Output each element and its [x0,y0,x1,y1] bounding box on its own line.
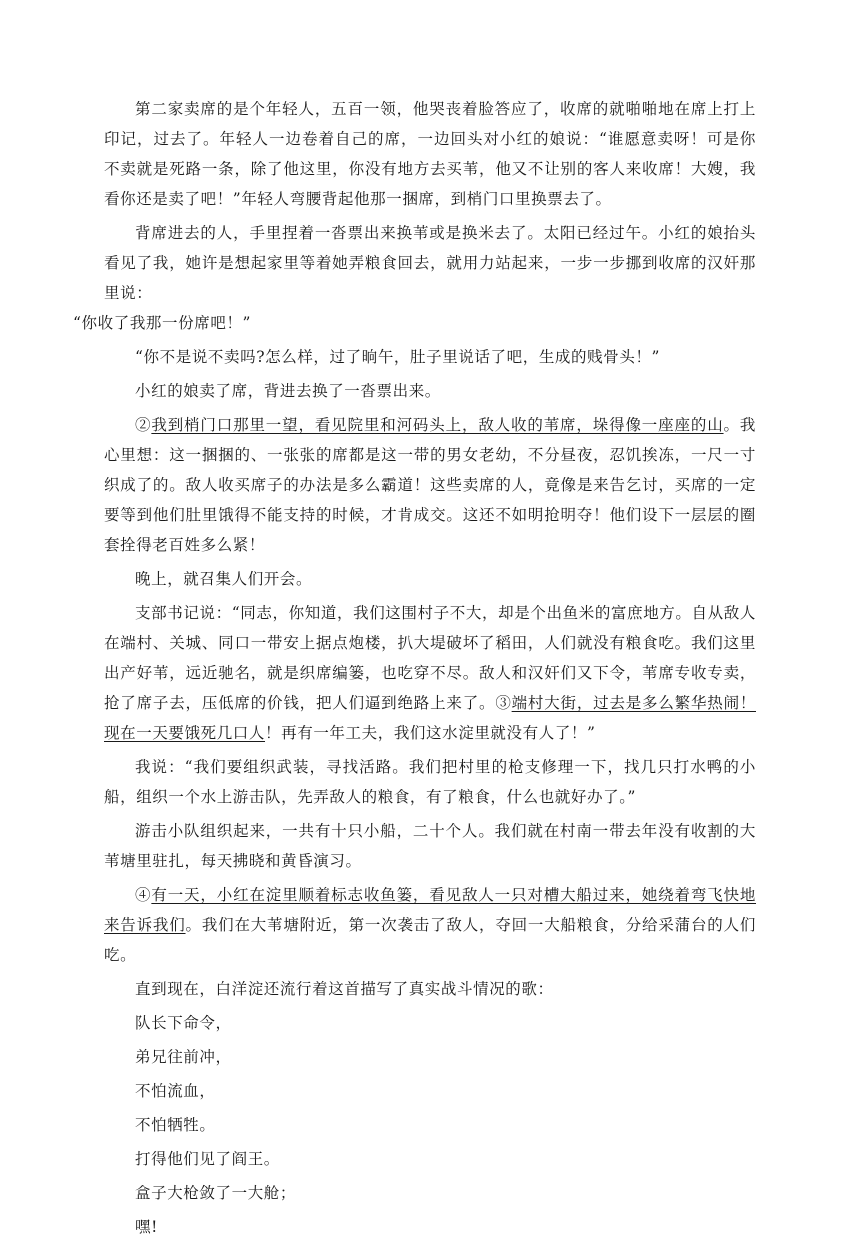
paragraph-7 [104,598,756,748]
song-line: 嘿! [135,1218,158,1236]
paragraph-7-rest: ！再有一年工夫，我们这水淀里就没有人了！” [265,724,596,742]
song-line: 不怕流血， [135,1082,216,1100]
sentence-marker-4: ④ [135,886,152,904]
paragraph-10 [104,880,756,970]
paragraph-10-rest: 。我们在大苇塘附近，第一次袭击了敌人，夺回一大船粮食，分给采蒲台的人们吃。 [104,916,756,964]
paragraph-2-quote: “你收了我那一份席吧！” [73,314,252,332]
song-line: 打得他们见了阎王。 [135,1150,280,1168]
paragraph-8: 我说：“我们要组织武装，寻找活路。我们把村里的枪支修理一下，找几只打水鸭的小船，组织一个水上游击队，先弄敌人的粮食，有了粮食，什么也就好办了。” [104,758,756,806]
paragraph-2-text: 背席进去的人，手里捏着一沓票出来换苇或是换米去了。太阳已经过午。小红的娘抬头看见了我，她许是想起家里等着她弄粮食回去，就用力站起来，一步一步挪到收席的汉奸那里说： [104,224,756,302]
paragraph-5-rest: 。我心里想：这一捆捆的、一张张的席都是这一带的男女老幼，不分昼夜，忍饥挨冻，一尺一寸织成了的。敌人收买席子的办法是多么霸道！这些卖席的人，竟像是来告乞讨，买席的一定要等到他们肚里饿得不能支持的时候，才肯成交。这还不如明抢明夺！他们设下一层层的圈套拴得老百姓多么紧！ [104,416,756,554]
paragraph-3: “你不是说不卖吗?怎么样，过了晌午，肚子里说话了吧，生成的贱骨头！” [135,348,661,366]
song-line: 弟兄往前冲， [135,1048,232,1066]
underlined-sentence-3: 端村大街，过去是多么繁华热闹！现在一天要饿死几口人 [104,694,756,742]
paragraph-5 [104,410,756,560]
paragraph-4: 小红的娘卖了席，背进去换了一沓票出来。 [135,382,441,400]
paragraph-2 [73,218,756,338]
sentence-marker-3: ③ [495,694,512,712]
document-page [73,94,757,1246]
paragraph-7-start: 支部书记说：“同志，你知道，我们这围村子不大，却是个出鱼米的富庶地方。自从敌人在端村、关城、同口一带安上据点炮楼，扒大堤破坏了稻田，人们就没有粮食吃。我们这里出产好苇，远近驰名，就是织席编篓，也吃穿不尽。敌人和汉奸们又下令，苇席专收专卖，抢了席子去，压低席的价钱，把人们逼到绝路上来了。 [104,604,756,712]
paragraph-11: 直到现在，白洋淀还流行着这首描写了真实战斗情况的歌： [135,980,554,998]
song-line: 队长下命令， [135,1014,232,1032]
song-line: 盒子大枪敛了一大舱； [135,1184,297,1202]
paragraph-1: 第二家卖席的是个年轻人，五百一领，他哭丧着脸答应了，收席的就啪啪地在席上打上印记，过去了。年轻人一边卷着自己的席，一边回头对小红的娘说：“谁愿意卖呀！可是你不卖就是死路一条，除了他这里，你没有地方去买苇，他又不让别的客人来收席！大嫂，我看你还是卖了吧！”年轻人弯腰背起他那一捆席，到梢门口里换票去了。 [104,100,756,208]
sentence-marker-2: ② [135,416,152,434]
underlined-sentence-4: 有一天，小红在淀里顺着标志收鱼篓，看见敌人一只对槽大船过来，她绕着弯飞快地来告诉我们 [104,886,757,934]
song-lyrics [104,1008,756,1242]
underlined-sentence-2: 我到梢门口那里一望，看见院里和河码头上，敌人收的苇席，垛得像一座座的山 [151,416,724,434]
paragraph-9: 游击小队组织起来，一共有十只小船，二十个人。我们就在村南一带去年没有收割的大苇塘里驻扎，每天拂晓和黄昏演习。 [104,822,756,870]
paragraph-6: 晚上，就召集人们开会。 [135,570,313,588]
song-line: 不怕牺牲。 [135,1116,216,1134]
